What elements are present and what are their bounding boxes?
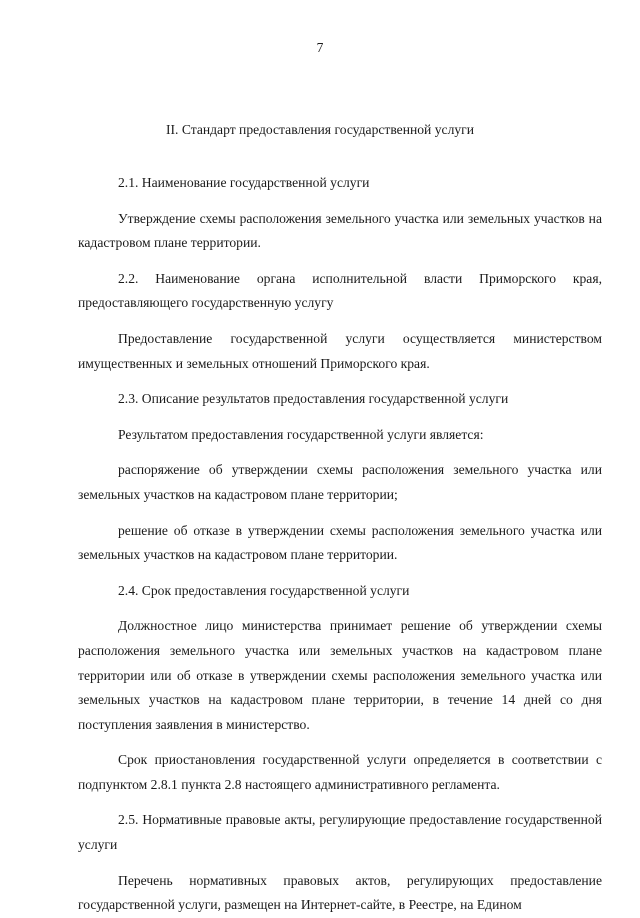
document-body [78, 171, 602, 918]
heading-2-1: 2.1. Наименование государственной услуги [118, 175, 370, 190]
page-number: 7 [316, 40, 324, 55]
heading-2-5: 2.5. Нормативные правовые акты, регулирующие предоставление государственной услуги [78, 812, 602, 853]
heading-2-2: 2.2. Наименование органа исполнительной власти Приморского края, предоставляющего государственную услугу [78, 270, 602, 311]
paragraph: Предоставление государственной услуги осуществляется министерством имущественных и земельных отношений Приморского края. [78, 330, 602, 371]
paragraph: Перечень нормативных правовых актов, регулирующих предоставление государственной услуги, размещен на Интернет-сайте, в Реестре, на Едином [78, 872, 602, 913]
paragraph: решение об отказе в утверждении схемы расположения земельного участка или земельных участков на кадастровом плане территории. [78, 522, 602, 563]
paragraph: Результатом предоставления государственной услуги является: [118, 426, 484, 442]
paragraph: распоряжение об утверждении схемы расположения земельного участка или земельных участков на кадастровом плане территории; [78, 462, 602, 502]
paragraph: Должностное лицо министерства принимает решение об утверждении схемы расположения земельного участка или земельных участков на кадастровом плане территории или об отказе в утверждении схемы расположения земельного участка или земельных участков на кадастровом плане территории, в течение 14 дней со дня поступления заявления в министерство. [78, 618, 602, 732]
heading-2-4: 2.4. Срок предоставления государственной услуги [118, 582, 410, 598]
heading-2-3: 2.3. Описание результатов предоставления государственной услуги [118, 391, 509, 407]
paragraph: Срок приостановления государственной услуги определяется в соответствии с подпунктом 2.8.1 пункта 2.8 настоящего административного регламента. [78, 752, 602, 792]
paragraph: Утверждение схемы расположения земельного участка или земельных участков на кадастровом плане территории. [78, 210, 602, 251]
section-title: II. Стандарт предоставления государственной услуги [165, 122, 474, 137]
